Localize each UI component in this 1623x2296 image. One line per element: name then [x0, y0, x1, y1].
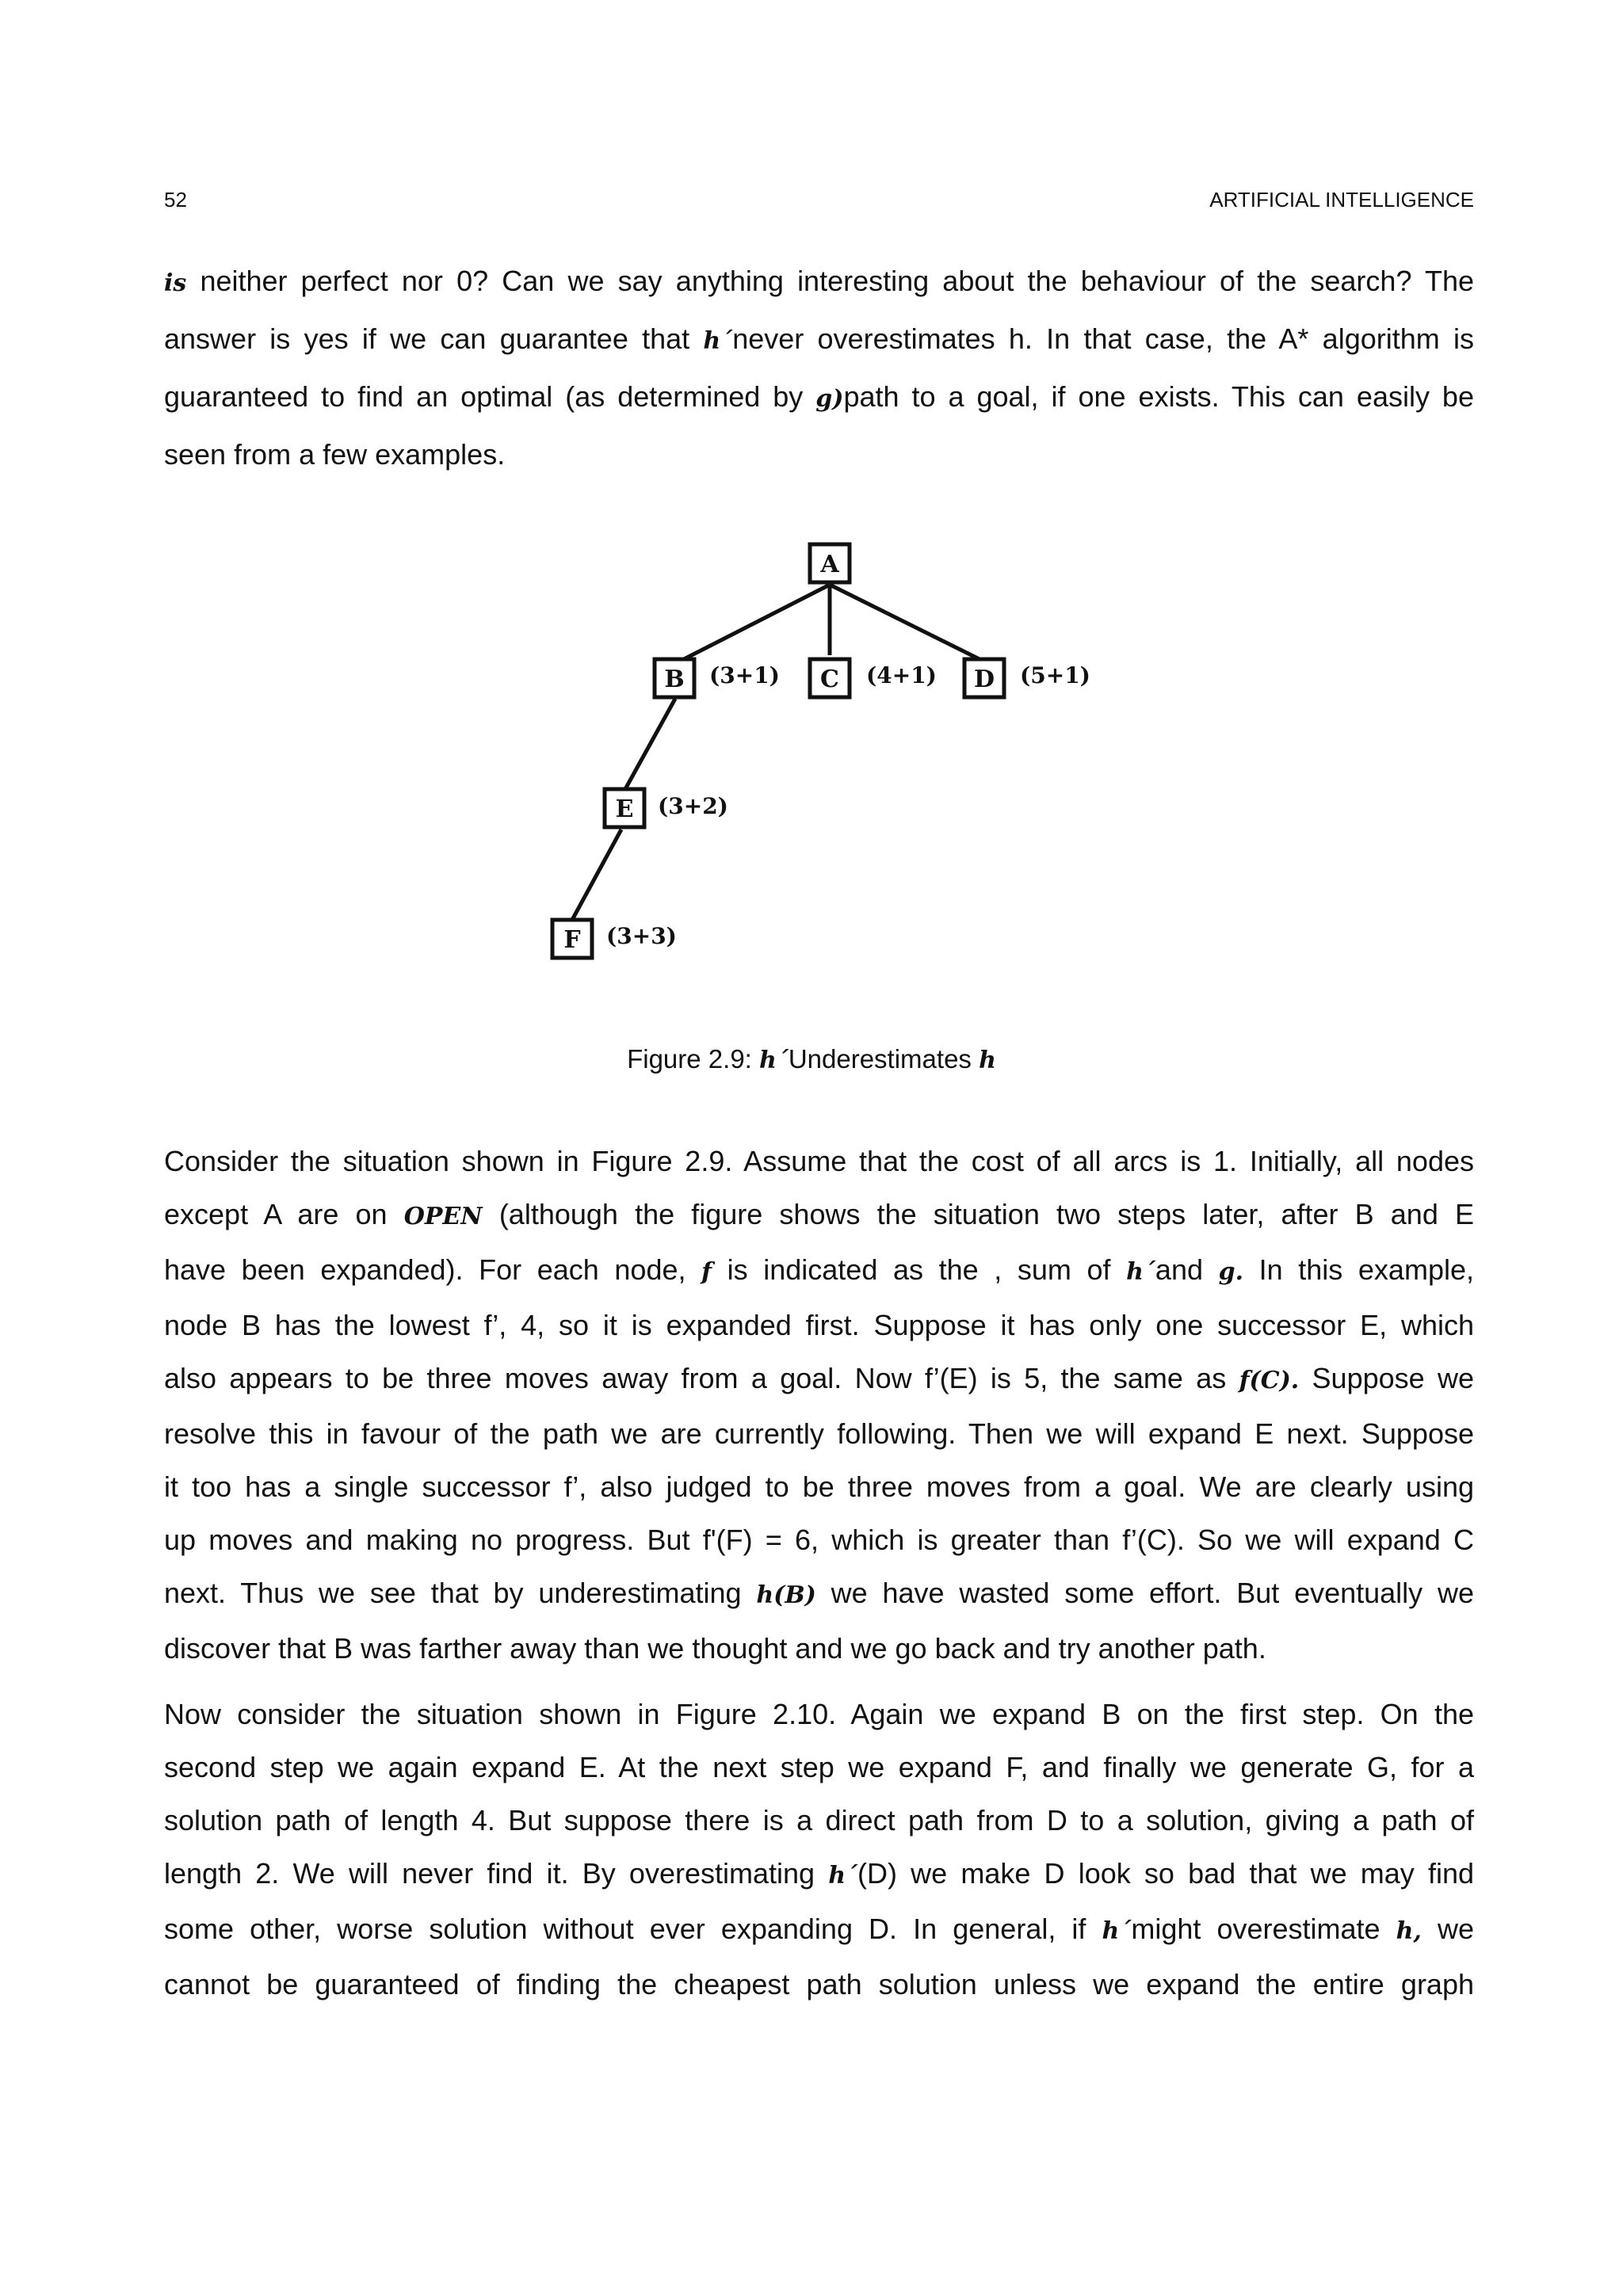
- cost-d: (5+1): [1020, 662, 1090, 688]
- math-symbol: h,: [1396, 1917, 1422, 1945]
- math-symbol: g): [815, 385, 844, 413]
- paragraph-3-line-4: length 2. We will never find it. By overestimating h´(D) we make D look so bad that we may find: [164, 1857, 1474, 1890]
- paragraph-3-line-5: some other, worse solution without ever expanding D. In general, if h´might overestimate h, we: [164, 1913, 1474, 1945]
- math-symbol: f(C).: [1239, 1367, 1300, 1394]
- edge-b-e: [625, 699, 675, 789]
- cost-f: (3+3): [606, 923, 677, 949]
- paragraph-2-line-4: node B has the lowest f’, 4, so it is expanded first. Suppose it has only one successor E, which: [164, 1309, 1474, 1341]
- running-title: ARTIFICIAL INTELLIGENCE: [1209, 188, 1474, 212]
- node-a-label: A: [820, 551, 839, 578]
- cost-e: (3+2): [658, 793, 728, 819]
- paragraph-1-line-2: answer is yes if we can guarantee that h´never overestimates h. In that case, the A* algorithm is: [164, 322, 1475, 355]
- math-symbol: h´: [828, 1862, 858, 1890]
- math-symbol: h´: [703, 327, 733, 355]
- paragraph-3-line-2: second step we again expand E. At the next step we expand F, and finally we generate G, for a: [164, 1751, 1474, 1783]
- paragraph-2-line-7: it too has a single successor f’, also judged to be three moves from a goal. We are clearly using: [164, 1470, 1474, 1503]
- math-symbol: h: [979, 1047, 996, 1074]
- math-symbol: is: [164, 269, 187, 297]
- node-d-label: D: [973, 666, 995, 693]
- paragraph-1-line-1: is neither perfect nor 0? Can we say anything interesting about the behaviour of the search? The: [164, 265, 1474, 297]
- paragraph-1-line-3: guaranteed to find an optimal (as determined by g)path to a goal, if one exists. This can easily be: [164, 380, 1474, 413]
- node-e-label: E: [615, 795, 634, 823]
- paragraph-2-line-3: have been expanded). For each node, f is indicated as the , sum of h´and g. In this example,: [164, 1253, 1474, 1286]
- math-symbol: h´: [759, 1047, 789, 1074]
- math-symbol: g.: [1218, 1258, 1244, 1286]
- search-tree-figure: [0, 0, 1623, 1030]
- paragraph-2-line-5: also appears to be three moves away from a goal. Now f’(E) is 5, the same as f(C). Suppose we: [164, 1362, 1474, 1394]
- edge-e-f: [572, 830, 621, 920]
- paragraph-1-line-4: seen from a few examples.: [164, 438, 506, 471]
- cost-c: (4+1): [866, 662, 937, 688]
- paragraph-2-line-10: discover that B was farther away than we thought and we go back and try another path.: [164, 1632, 1266, 1665]
- paragraph-2-line-8: up moves and making no progress. But f'(F) = 6, which is greater than f’(C). So we will expand C: [164, 1524, 1474, 1556]
- math-symbol: h´: [1102, 1917, 1132, 1945]
- math-symbol: f: [701, 1258, 712, 1286]
- page-number: 52: [164, 188, 187, 212]
- paragraph-2-line-2: except A are on OPEN (although the figure shows the situation two steps later, after B and E: [164, 1198, 1474, 1230]
- node-f-label: F: [563, 926, 581, 954]
- math-symbol: h(B): [756, 1581, 816, 1609]
- paragraph-3: [164, 1688, 1474, 2011]
- cost-b: (3+1): [709, 662, 780, 688]
- paragraph-3-line-6: cannot be guaranteed of finding the cheapest path solution unless we expand the entire graph: [164, 1968, 1474, 2000]
- paragraph-3-line-3: solution path of length 4. But suppose there is a direct path from D to a solution, giving a path of: [164, 1804, 1474, 1836]
- node-c-label: C: [820, 666, 839, 693]
- edge-a-d: [830, 585, 984, 662]
- paragraph-2-line-9: next. Thus we see that by underestimating h(B) we have wasted some effort. But eventually we: [164, 1577, 1474, 1609]
- paragraph-2-line-1: Consider the situation shown in Figure 2.9. Assume that the cost of all arcs is 1. Initially, all nodes: [164, 1145, 1474, 1177]
- paragraph-2-line-6: resolve this in favour of the path we are currently following. Then we will expand E next. Suppose: [164, 1417, 1474, 1450]
- node-b-label: B: [664, 666, 685, 693]
- figure-caption: Figure 2.9: h´Underestimates h: [627, 1044, 996, 1074]
- math-symbol: h´: [1126, 1258, 1155, 1286]
- paragraph-3-line-1: Now consider the situation shown in Figure 2.10. Again we expand B on the first step. On the: [164, 1698, 1474, 1730]
- paragraph-2: [164, 1135, 1474, 1675]
- edge-a-b: [679, 585, 830, 662]
- math-symbol: OPEN: [403, 1203, 483, 1230]
